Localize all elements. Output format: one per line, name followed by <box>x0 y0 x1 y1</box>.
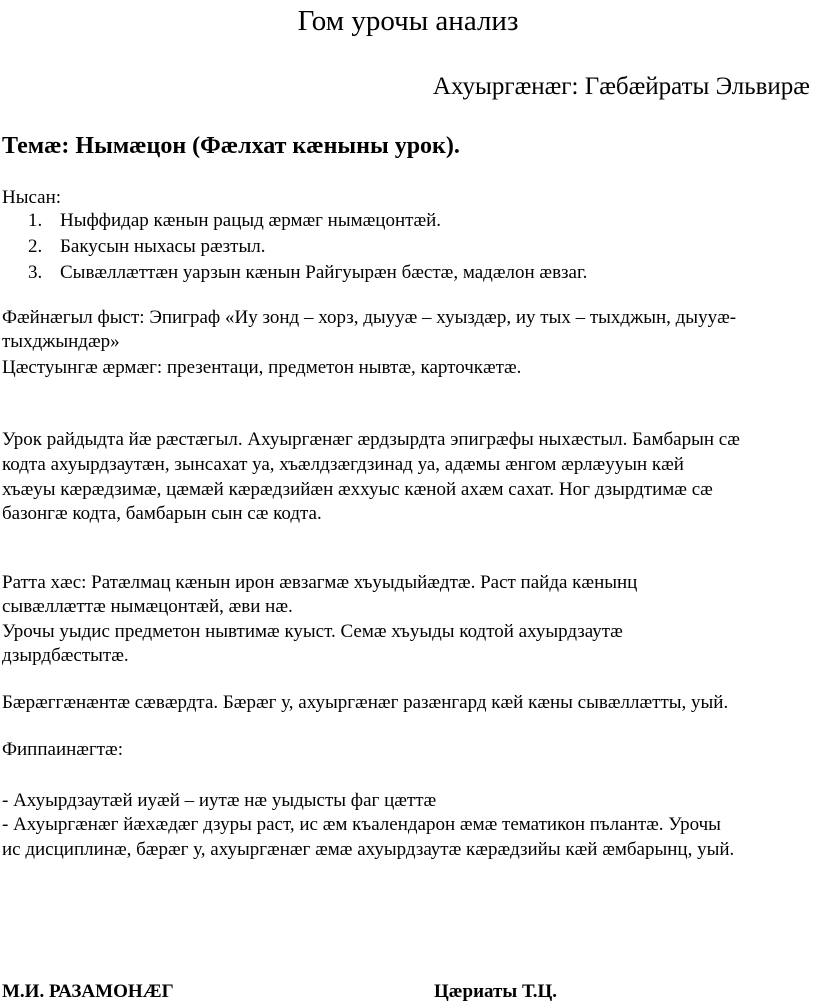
interaction-line: Бæрæггæнæнтæ сæвæрдта. Бæрæг у, ахуыргæнæг разæнгард кæй кæны сывæллæтты, уый. <box>2 692 729 713</box>
list-item <box>28 260 587 286</box>
first-part-line-3: Урочы уыдис предметон нывтимæ куыст. Семæ хъуыды кодтой ахуырдзаутæ <box>2 621 623 642</box>
first-part-line-4: дзырдбæстытæ. <box>2 645 129 666</box>
lesson-topic: Темæ: Нымæцон (Фæлхат кæныны урок). <box>2 133 460 159</box>
footer-right-signature: Цæриаты Т.Ц. <box>434 981 557 1002</box>
lesson-start-line-2: кодта ахуырдзаутæн, зынсахат уа, хъæлдзæгдзинад уа, адæмы æнгом æрлæууын кæй <box>2 454 684 475</box>
goal-number: 2. <box>28 236 43 257</box>
lesson-start-line-4: базонгæ кодта, бамбарын сын сæ кодта. <box>2 503 322 524</box>
author-line: Ахуыргæнæг: Гæбæйраты Эльвирæ <box>432 73 810 100</box>
first-part-line-1: Ратта хæс: Ратæлмац кæнын ирон æвзагмæ хъуыдыйæдтæ. Раст пайда кæнынц <box>2 572 638 593</box>
lesson-start-line-1: Урок райдыдта йæ рæстæгыл. Ахуыргæнæг æрдзырдта эпигрæфы ныхæстыл. Бамбарын сæ <box>2 429 740 450</box>
epigraph-line-1: Фæйнæгыл фыст: Эпиграф «Иу зонд – хорз, дыууæ – хуыздæр, иу тых – тыхджын, дыууæ- <box>2 307 737 328</box>
lesson-start-line-3: хъæуы кæрæдзимæ, цæмæй кæрæдзийæн æххуыс кæной ахæм сахат. Ног дзырдтимæ сæ <box>2 479 713 500</box>
epigraph-line-2: тыхджындæр» <box>2 331 120 352</box>
footer-left-signature: М.И. РАЗАМОНÆГ <box>2 981 174 1002</box>
goal-text: Сывæллæттæн уарзын кæнын Райгуырæн бæстæ, мадæлон æвзаг. <box>60 262 588 283</box>
goal-text: Ныффидар кæнын рацыд æрмæг нымæцонтæй. <box>60 210 442 231</box>
equipment-line: Цæстуынгæ æрмæг: презентаци, предметон нывтæ, карточкæтæ. <box>2 357 522 378</box>
goal-number: 1. <box>28 210 43 231</box>
list-item <box>28 234 587 260</box>
goals-list <box>28 208 587 286</box>
document-title: Гом урочы анализ <box>297 5 519 37</box>
goal-number: 3. <box>28 262 43 283</box>
goal-text: Бакусын ныхасы рæзтыл. <box>60 236 266 257</box>
list-item <box>28 208 587 234</box>
wishes-line-1: - Ахуырдзаутæй иуæй – иутæ нæ уыдысты фаг цæттæ <box>2 790 437 811</box>
goals-heading: Нысан: <box>2 187 62 208</box>
wishes-heading: Фиппаинæгтæ: <box>2 739 124 760</box>
wishes-line-3: ис дисциплинæ, бæрæг у, ахуыргæнæг æмæ ахуырдзаутæ кæрæдзийы кæй æмбарынц, уый. <box>2 839 735 860</box>
first-part-line-2: сывæллæттæ нымæцонтæй, æви нæ. <box>2 596 293 617</box>
wishes-line-2: - Ахуыргæнæг йæхæдæг дзуры раст, ис æм къалендарон æмæ тематикон пълантæ. Урочы <box>2 814 721 835</box>
